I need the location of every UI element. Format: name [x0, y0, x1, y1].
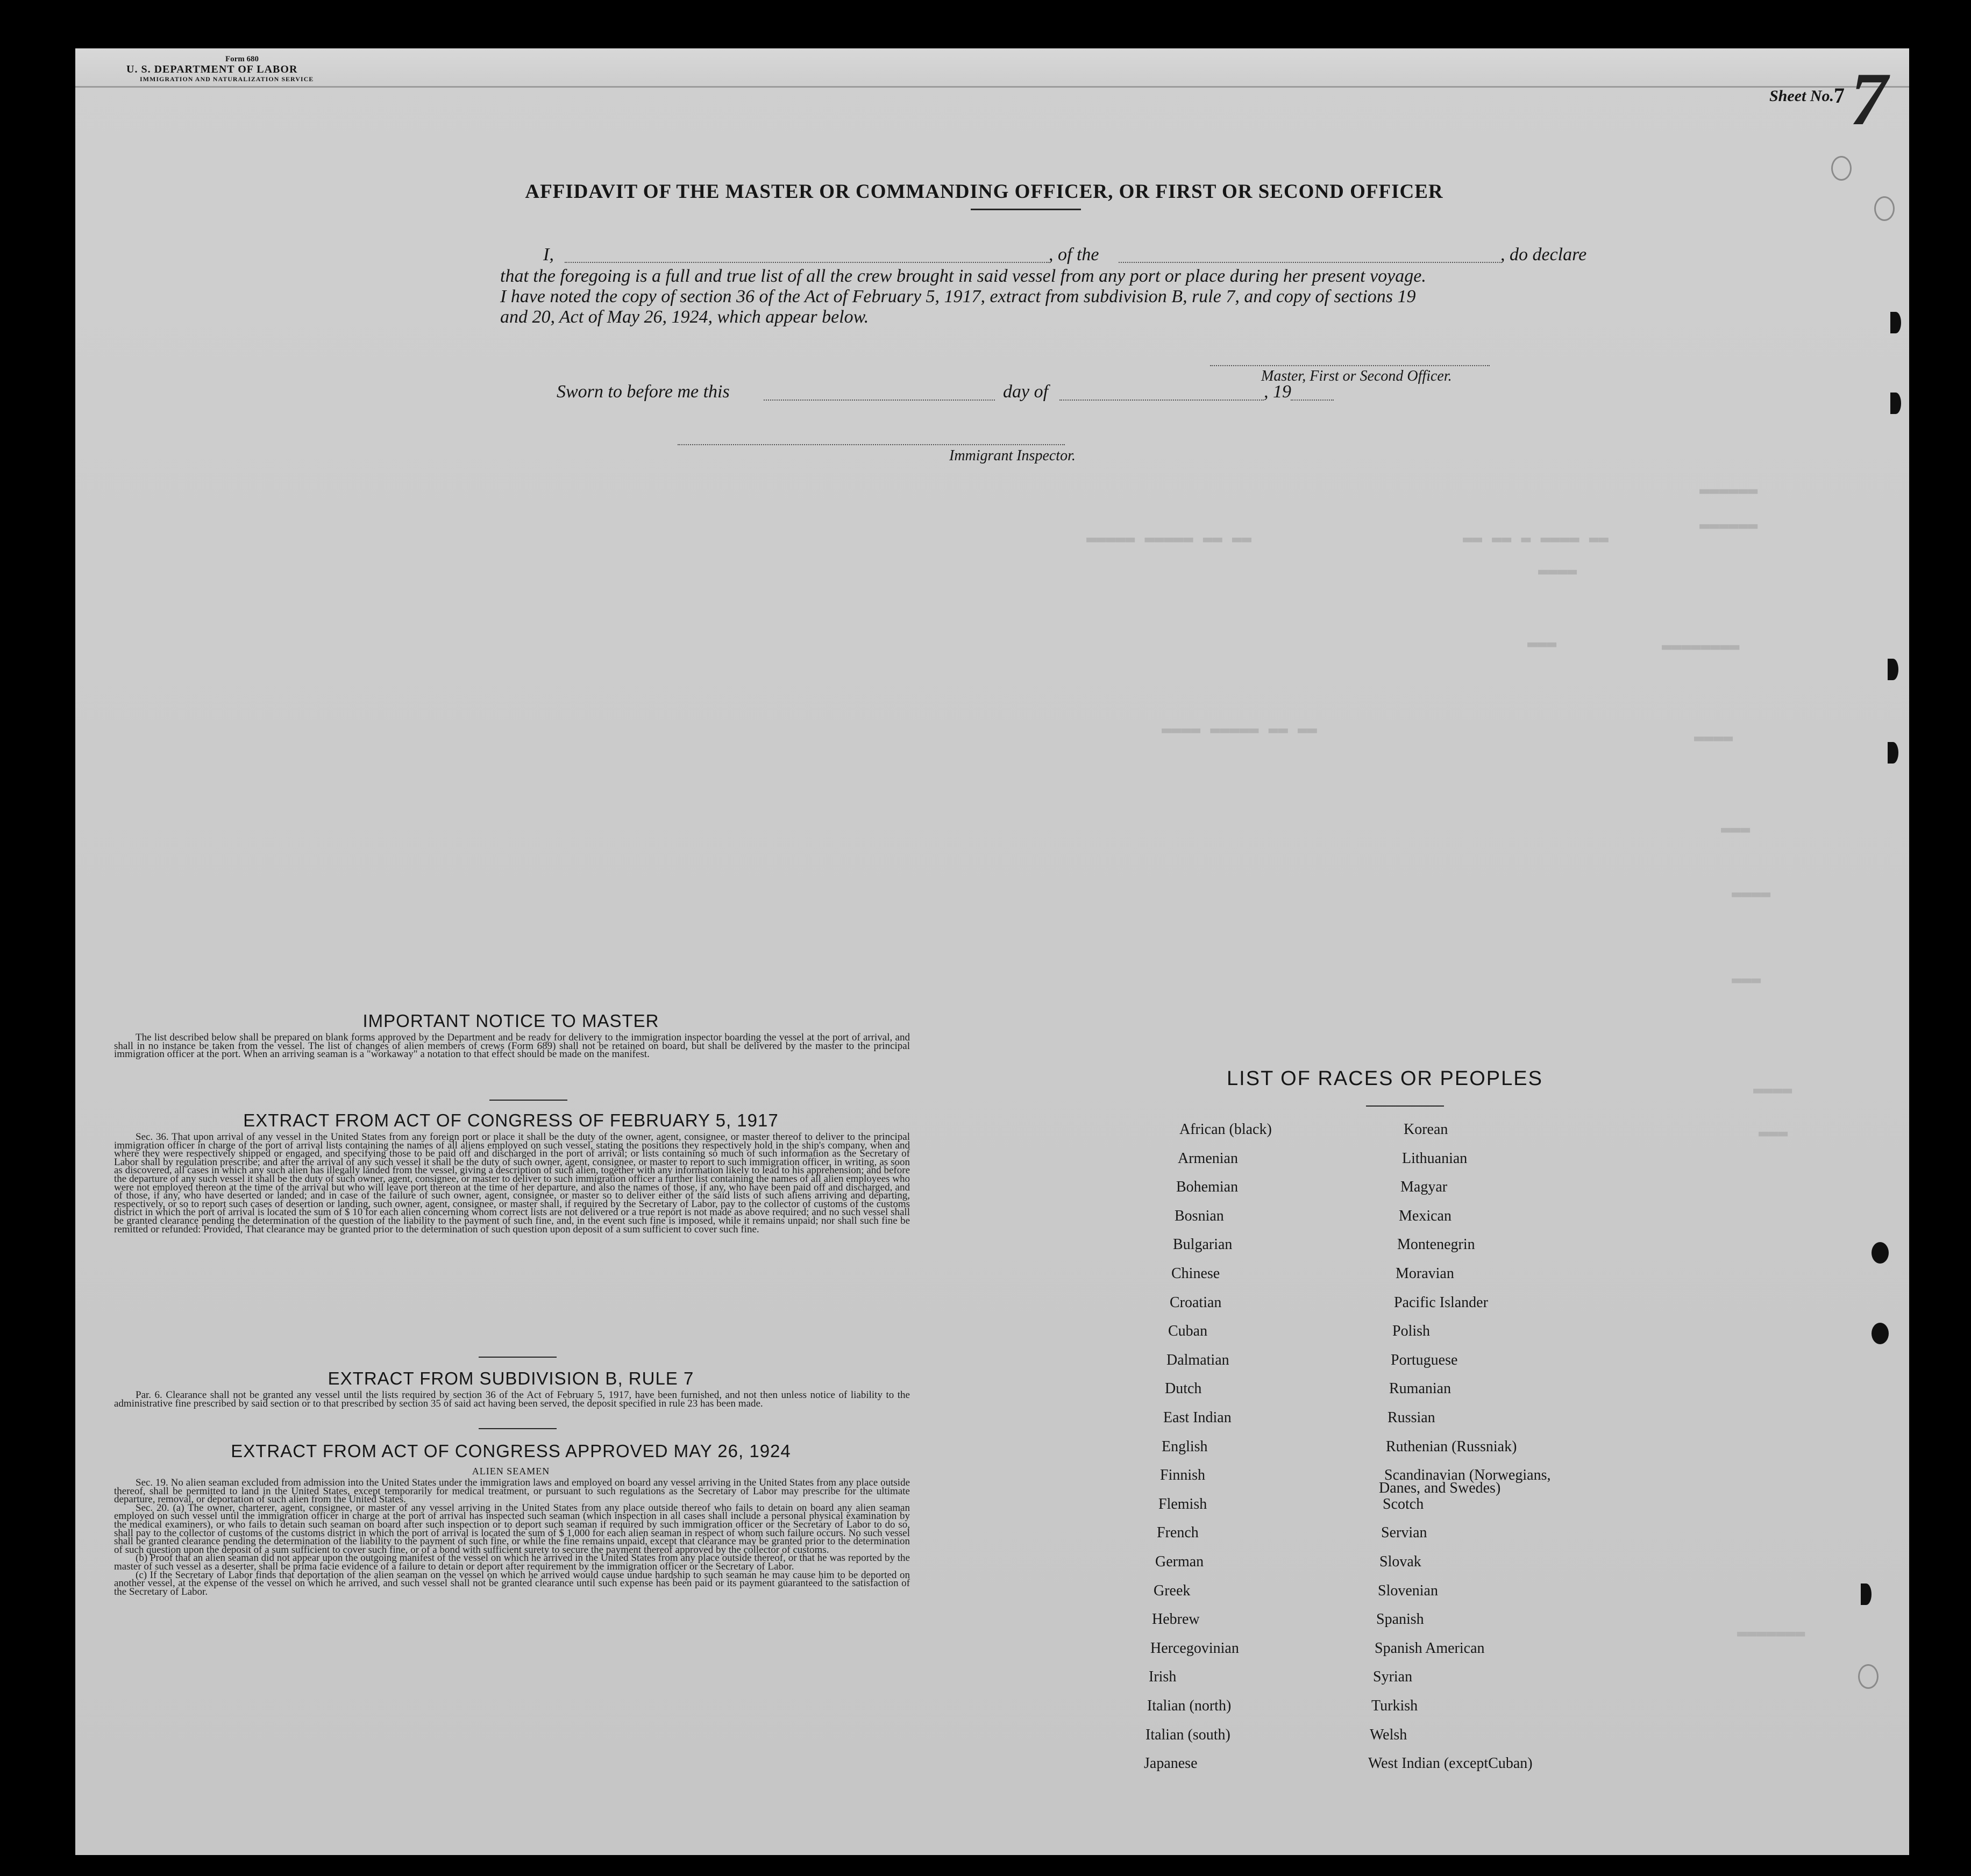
race-item: Japanese [1144, 1755, 1198, 1772]
rule7-title: EXTRACT FROM SUBDIVISION B, RULE 7 [328, 1368, 694, 1388]
race-item: Portuguese [1391, 1351, 1458, 1368]
top-strip [75, 48, 1909, 88]
race-item: Turkish [1371, 1697, 1418, 1714]
race-item: Rumanian [1389, 1380, 1451, 1397]
master-signature-caption: Master, First or Second Officer. [1261, 368, 1452, 384]
race-item: Irish [1149, 1668, 1177, 1686]
sec-20c-text: (c) If the Secretary of Labor finds that deportation of the alien seaman on the vessel on which he arrived would cause undue hardship to such seaman he may cause him to be deported on another vessel, at the expense of the vessel on which he arrived, and such vessel shall not be granted clearance until such expense has been paid or its payment guaranteed to the satisfaction of the Secretary of Labor. [114, 1569, 910, 1597]
extract-1917-title: EXTRACT FROM ACT OF CONGRESS OF FEBRUARY 5, 1917 [243, 1110, 779, 1130]
race-item: French [1157, 1524, 1199, 1542]
race-item: Bosnian [1175, 1207, 1224, 1224]
race-item: African (black) [1179, 1121, 1272, 1138]
race-item: Welsh [1370, 1726, 1407, 1743]
race-item: Cuban [1168, 1323, 1208, 1340]
race-item: Bohemian [1176, 1179, 1239, 1196]
name-blank[interactable] [565, 261, 1049, 263]
race-item: Armenian [1178, 1150, 1238, 1167]
race-item: English [1162, 1438, 1208, 1455]
master-signature-blank[interactable] [1210, 365, 1490, 366]
sec-20b-text: (b) Proof that an alien seaman did not appear upon the outgoing manifest of the vessel on which he arrived in the United States from any place outside thereof, or that he was reported by the master of such vessel as a deserter, shall be prima facie evidence of a failure to detain or deport after requirement by the immigration officer or the Secretary of Labor. [114, 1552, 910, 1572]
race-item: Greek [1154, 1582, 1191, 1599]
affidavit-i: I, [543, 245, 554, 265]
sworn-month-blank[interactable] [1059, 399, 1264, 401]
sec-20a-text: Sec. 20. (a) The owner, charterer, agent, consignee, or master of any vessel arriving in the United States from any place outside thereof who fails to detain on board any alien seaman employed on such vessel until the immigration officer in charge at the port of arrival has inspected such seaman (which inspection in all cases shall include a personal physical examination by the medical examiners), or who fails to detain such seaman on board after such inspection or to deport such seaman if required by such immigration officer or the Secretary of Labor to do so, shall pay to the collector of customs of the customs district in which the port of arrival is located the sum of $ 1,000 for each alien seaman in respect of whom such failure occurs. No such vessel shall be granted clearance pending the determination of the liability to the payment of such fine, or while the fine remains unpaid, except that clearance may be granted prior to the determination of such question upon the deposit of a sum sufficient to cover such fine, or of a bond with sufficient surety to secure the payment thereof approved by the collector of customs. [114, 1502, 910, 1556]
race-item: West Indian (exceptCuban) [1368, 1755, 1533, 1772]
races-rule [1366, 1105, 1444, 1107]
binder-hole [1888, 742, 1898, 764]
race-item: Lithuanian [1402, 1150, 1468, 1167]
inspector-signature-blank[interactable] [678, 444, 1065, 445]
notice-title: IMPORTANT NOTICE TO MASTER [362, 1011, 659, 1031]
notice-text: The list described below shall be prepared on blank forms approved by the Department and be ready for delivery to the immigration inspector boarding the vessel at the port of arrival, and shall in no instance be taken from the vessel. The list of changes of alien members of crews (Form 689) shall not be retained on board, but shall be delivered by the master to the principal immigration officer at the port. When an arriving seaman is a "workaway" a notation to that effect should be made on the manifest. [114, 1032, 910, 1060]
sec-19-text: Sec. 19. No alien seaman excluded from admission into the United States under the immigration laws and employed on board any vessel arriving in the United States from any place outside thereof, shall be permitted to land in the United States, except temporarily for medical treatment, or pursuant to such regulations as the Secretary of Labor may prescribe for the ultimate departure, removal, or deportation of such alien from the United States. [114, 1477, 910, 1506]
race-item: Russian [1387, 1409, 1435, 1426]
service-name: IMMIGRATION AND NATURALIZATION SERVICE [140, 75, 314, 83]
race-item: Dalmatian [1166, 1351, 1229, 1368]
race-item: Hercegovinian [1150, 1639, 1239, 1657]
race-item: Hebrew [1152, 1611, 1200, 1628]
sworn-year-blank[interactable] [1291, 399, 1334, 401]
binder-hole [1890, 393, 1901, 414]
race-item: Spanish American [1375, 1639, 1485, 1657]
binder-hole [1874, 196, 1895, 221]
race-item: East Indian [1163, 1409, 1232, 1426]
race-item: Flemish [1158, 1495, 1207, 1513]
rule7-text: Par. 6. Clearance shall not be granted any vessel until the lists required by section 36 of the Act of February 5, 1917, have been furnished, and not then unless notice of liability to the administrative fine prescribed by said section or to that prescribed by section 35 of said act having been served, the deposit specified in rule 23 has been made. [114, 1389, 910, 1409]
alien-seamen-subtitle: ALIEN SEAMEN [472, 1466, 550, 1476]
affidavit-line-4: and 20, Act of May 26, 1924, which appear below. [500, 307, 869, 327]
race-item: Slovak [1379, 1553, 1421, 1570]
inspector-caption: Immigrant Inspector. [949, 447, 1076, 464]
department-name: U. S. DEPARTMENT OF LABOR [126, 63, 298, 75]
races-title: LIST OF RACES OR PEOPLES [1227, 1067, 1543, 1090]
race-item: Slovenian [1378, 1582, 1438, 1599]
race-item: Danes, and Swedes) [1379, 1480, 1501, 1497]
extract-1917-text: Sec. 36. That upon arrival of any vessel in the United States from any foreign port or place it shall be the duty of the owner, agent, consignee, or master thereof to deliver to the principal immigration officer in charge of the port of arrival lists containing the names of all aliens employed on such vessel, stating the positions they respectively hold in the ship's company, when and where they were respectively shipped or engaged, and specifying those to be paid off and discharged in the port of arrival; or lists containing so much of such information as the Secretary of Labor shall by regulation prescribe; and after the arrival of any such vessel it shall be the duty of such owner, agent, consignee, or master to report to such immigration officer, in writing, as soon as discovered, all cases in which any such alien has illegally landed from the vessel, giving a description of such alien, together with any information likely to lead to his apprehension; and before the departure of any such vessel it shall be the duty of such owner, agent, consignee, or master to deliver to such immigration officer a further list containing the names of all alien employees who were not employed thereon at the time of the arrival but who will leave port thereon at the time of her departure, and also the names of those, if any, who have been paid off and discharged, and of those, if any, who have deserted or landed; and in case of the failure of such owner, agent, consignee, or master so to deliver either of the said lists of such aliens arriving and departing, respectively, or so to report such cases of desertion or landing, such owner, agent, consignee, or master shall, if required by the Secretary of Labor, pay to the collector of customs of the customs district in which the port of arrival is located the sum of $ 10 for each alien concerning whom correct lists are not delivered or a true report is not made as above required; and no such vessel shall be granted clearance pending the determination of the question of the liability to the payment of such fine, and, in the event such fine is imposed, while it remains unpaid; nor shall such fine be remitted or refunded: Provided, That clearance may be granted prior to the determination of such question upon deposit of a sum sufficient to cover such fine. [114, 1131, 910, 1235]
binder-hole [1831, 156, 1852, 181]
notice-rule [489, 1100, 567, 1101]
sworn-day-blank[interactable] [764, 399, 995, 401]
affidavit-line-2: that the foregoing is a full and true list of all the crew brought in said vessel from any port or place during her present voyage. [500, 266, 1426, 286]
binder-hole [1872, 1323, 1889, 1344]
race-item: Scotch [1383, 1495, 1424, 1513]
document-sheet: Form 680 U. S. DEPARTMENT OF LABOR IMMIGRATION AND NATURALIZATION SERVICE Sheet No. 7 7 ▬▬▬▬▬▬ ▬▬▬▬▬▬ ▬▬ ▬▬ ▬ ▬▬▬▬ ▬▬ ▬▬▬▬▬ ▬▬▬▬▬ ▬▬ ▬▬ ▬▬▬▬ ▬▬▬▬▬▬▬▬ ▬▬▬ ▬▬▬▬ ▬▬▬▬▬ ▬▬ ▬▬ ▬▬▬▬ ▬▬▬ ▬▬▬▬ ▬▬▬ ▬▬▬▬ ▬▬▬ ▬▬▬▬▬▬▬ AFFIDAVIT OF THE MASTER OR COMMANDING OFFICER, OR FIRST OR SECOND OFFICER I, , of the , do declare that the foregoing is a full and true list of all the crew brought in said vessel from any port or place during her present voyage. I have noted the copy of section 36 of the Act of February 5, 1917, extract from subdivision B, rule 7, and copy of sections 19 and 20, Act of May 26, 1924, which appear below. Master, First or Second Officer. Sworn to before me this day of , 19 Immigrant Inspector. IMPORTANT NOTICE TO MASTER The list described below shall be prepared on blank forms approved by the Department and be ready for delivery to the immigration inspector boarding the vessel at the port of arrival, and shall in no instance be taken from the vessel. The list of changes of alien members of crews (Form 689) shall not be retained on board, but shall be delivered by the master to the principal immigration officer at the port. When an arriving seaman is a "workaway" a notation to that effect should be made on the manifest. EXTRACT FROM ACT OF CONGRESS OF FEBRUARY 5, 1917 Sec. 36. That upon arrival of any vessel in the United States from any foreign port or place it shall be the duty of the owner, agent, consignee, or master thereof to deliver to the principal immigration officer in charge of the port of arrival lists containing the names of all aliens employed on such vessel, stating the positions they respectively hold in the ship's company, when and where they were respectively shipped or engaged, and specifying those to be paid off and discharged in the port of arrival; or lists containing so much of such information as the Secretary of Labor shall by regulation prescribe; and after the arrival of any such vessel it shall be the duty of such owner, agent, consignee, or master to report to such immigration officer, in writing, as soon as discovered, all cases in which any such alien has illegally landed from the vessel, giving a description of such alien, together with any information likely to lead to his apprehension; and before the departure of any such vessel it shall be the duty of such owner, agent, consignee, or master to deliver to such immigration officer a further list containing the names of all alien employees who were not employed thereon at the time of the arrival but who will leave port thereon at the time of her departure, and also the names of those, if any, who have been paid off and discharged, and of those, if any, who have deserted or landed; and in case of the failure of such owner, agent, consignee, or master so to deliver either of the said lists of such aliens arriving and departing, respectively, or so to report such cases of desertion or landing, such owner, agent, consignee, or master shall, if required by the Secretary of Labor, pay to the collector of customs of the customs district in which the port of arrival is located the sum of $ 10 for each alien concerning whom correct lists are not delivered or a true report is not made as above required; and no such vessel shall be granted clearance pending the determination of the question of the liability to the payment of such fine, and, in the event such fine is imposed, while it remains unpaid; nor shall such fine be remitted or refunded: Provided, That clearance may be granted prior to the determination of such question upon deposit of a sum sufficient to cover such fine. EXTRACT FROM SUBDIVISION B, RULE 7 Par. 6. Clearance shall not be granted any vessel until the lists required by section 36 of the Act of February 5, 1917, have been furnished, and not then unless notice of liability to the administrative fine prescribed by said section or to that prescribed by section 35 of said act having been served, the deposit specified in rule 23 has been made. EXTRACT FROM ACT OF CONGRESS APPROVED MAY 26, 1924 ALIEN SEAMEN Sec. 19. No alien seaman excluded from admission into the United States under the immigration laws and employed on board any vessel arriving in the United States from any place outside thereof, shall be permitted to land in the United States, except temporarily for medical treatment, or pursuant to such regulations as the Secretary of Labor may prescribe for the ultimate departure, removal, or deportation of such alien from the United States. Sec. 20. (a) The owner, charterer, agent, consignee, or master of any vessel arriving in the United States from any place outside thereof who fails to detain on board any alien seaman employed on such vessel until the immigration officer in charge at the port of arrival has inspected such seaman (which inspection in all cases shall include a personal physical examination by the medical examiners), or who fails to detain such seaman on board after such inspection or to deport such seaman if required by such immigration officer or the Secretary of Labor to do so, shall pay to the collector of customs of the customs district in which the port of arrival is located the sum of $ 1,000 for each alien seaman in respect of whom such failure occurs. No such vessel shall be granted clearance pending the determination of the liability to the payment of such fine, or while the fine remains unpaid, except that clearance may be granted prior to the determination of such question upon the deposit of a sum sufficient to cover such fine, or of a bond with sufficient surety to secure the payment thereof approved by the collector of customs. (b) Proof that an alien seaman did not appear upon the outgoing manifest of the vessel on which he arrived in the United States from any place outside thereof, or that he was reported by the master of such vessel as a deserter, shall be prima facie evidence of a failure to detain or deport after requirement by the immigration officer or the Secretary of Labor. (c) If the Secretary of Labor finds that deportation of the alien seaman on the vessel on which he arrived would cause undue hardship to such seaman he may cause him to be deported on another vessel, at the expense of the vessel on which he arrived, and such vessel shall not be granted clearance until such expense has been paid or its payment guaranteed to the satisfaction of the Secretary of Labor. LIST OF RACES OR PEOPLES African (black) Armenian Bohemian Bosnian Bulgarian Chinese Croatian Cuban Dalmatian Dutch East Indian English Finnish Flemish French German Greek Hebrew Hercegovinian Irish Italian (north) Italian (south) Japanese Korean Lithuanian Magyar Mexican Montenegrin Moravian Pacific Islander Polish Portuguese Rumanian Russian Ruthenian (Russniak) Scandinavian (Norwegians, Danes, and Swedes) Scotch Servian Slovak Slovenian Spanish Spanish American Syrian Turkish Welsh West Indian (exceptCuban) [75, 48, 1909, 1855]
binder-hole [1888, 659, 1898, 680]
race-item: Scandinavian (Norwegians, [1384, 1467, 1551, 1484]
title-rule [971, 209, 1081, 210]
race-item: Finnish [1160, 1467, 1206, 1484]
binder-hole [1890, 312, 1901, 333]
race-item: Spanish [1376, 1611, 1424, 1628]
race-item: Magyar [1400, 1179, 1448, 1196]
race-item: Polish [1392, 1323, 1431, 1340]
race-item: Mexican [1399, 1207, 1451, 1224]
race-item: Servian [1381, 1524, 1427, 1542]
race-item: Dutch [1165, 1380, 1202, 1397]
race-item: Montenegrin [1397, 1236, 1475, 1253]
affidavit-title: AFFIDAVIT OF THE MASTER OR COMMANDING OFFICER, OR FIRST OR SECOND OFFICER [525, 181, 1443, 203]
day-of-text: day of [1003, 382, 1049, 402]
sheet-number-value: 7 [1834, 83, 1845, 108]
race-item: Moravian [1396, 1265, 1454, 1282]
form-number: Form 680 [225, 55, 259, 63]
race-item: Croatian [1170, 1294, 1222, 1311]
race-item: Pacific Islander [1394, 1294, 1488, 1311]
affidavit-declare: , do declare [1500, 245, 1587, 265]
rule7-rule [479, 1428, 557, 1429]
race-item: Chinese [1171, 1265, 1220, 1282]
vessel-blank[interactable] [1119, 261, 1500, 263]
race-item: Italian (north) [1147, 1697, 1232, 1714]
binder-hole [1861, 1583, 1872, 1605]
race-item: Korean [1404, 1121, 1448, 1138]
extract-1917-rule [479, 1357, 557, 1358]
year-text: , 19 [1264, 382, 1291, 402]
sheet-number-handwritten: 7 [1850, 58, 1888, 141]
race-item: Bulgarian [1173, 1236, 1233, 1253]
affidavit-line-3: I have noted the copy of section 36 of the Act of February 5, 1917, extract from subdivision B, rule 7, and copy of sections 19 [500, 287, 1416, 306]
binder-hole [1872, 1242, 1889, 1264]
extract-1924-body [114, 1479, 910, 1596]
binder-hole [1858, 1664, 1879, 1689]
race-item: Italian (south) [1145, 1726, 1230, 1743]
race-item: Syrian [1373, 1668, 1413, 1686]
sworn-text: Sworn to before me this [557, 382, 730, 402]
sheet-number-label: Sheet No. [1769, 87, 1834, 105]
race-item: German [1155, 1553, 1204, 1570]
affidavit-of-the: , of the [1049, 245, 1099, 265]
extract-1924-title: EXTRACT FROM ACT OF CONGRESS APPROVED MAY 26, 1924 [231, 1441, 791, 1461]
race-item: Ruthenian (Russniak) [1386, 1438, 1517, 1455]
